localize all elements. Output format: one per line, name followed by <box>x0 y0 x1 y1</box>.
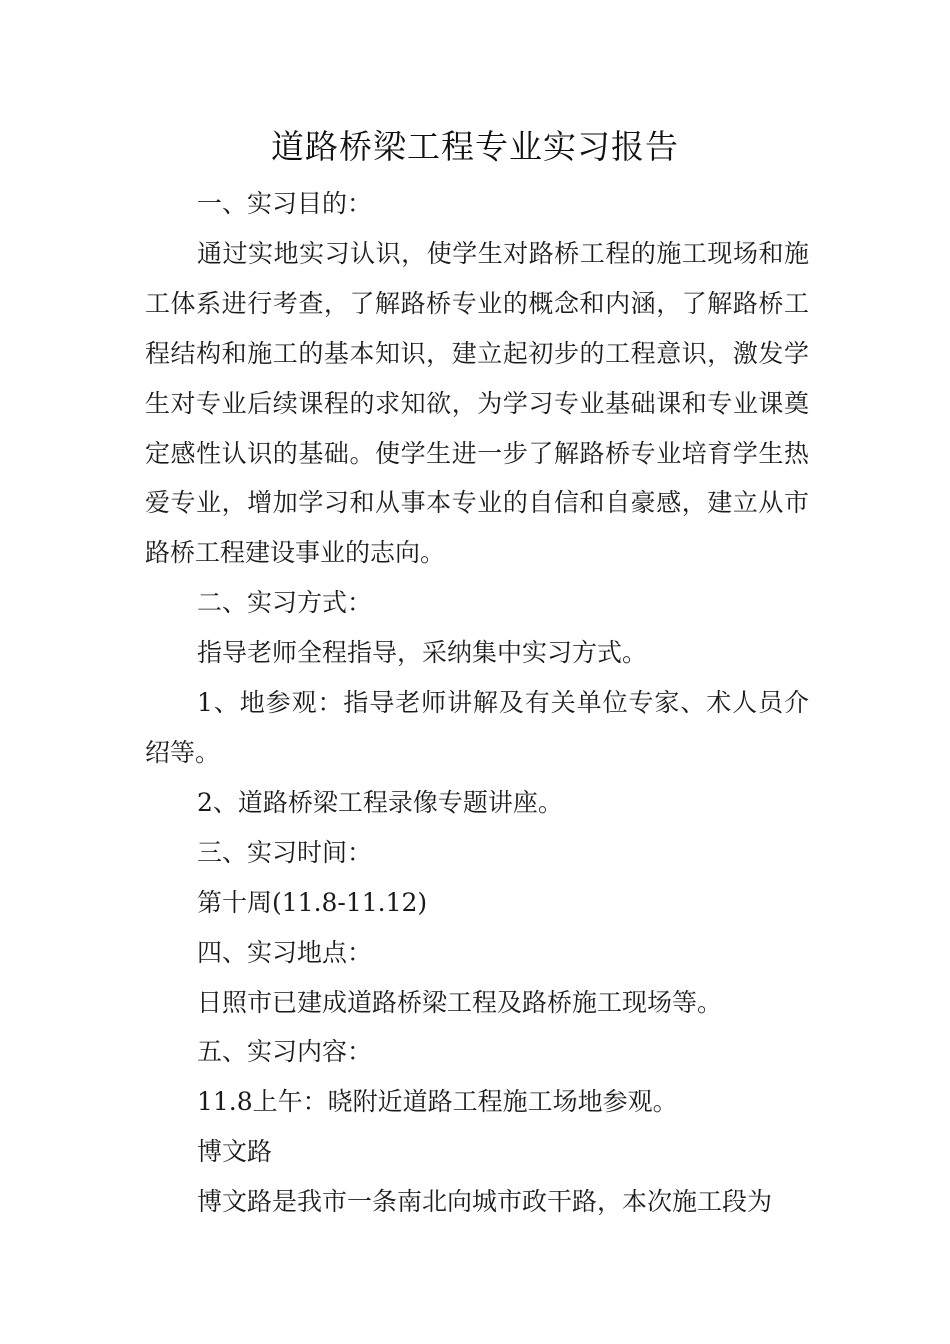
document-title: 道路桥梁工程专业实习报告 <box>271 127 679 166</box>
section-heading-purpose: 一、实习目的： <box>197 189 373 218</box>
method-item-1: 1、地参观：指导老师讲解及有关单位专家、术人员介绍等。 <box>145 688 809 767</box>
paragraph-method: 指导老师全程指导，采纳集中实习方式。 <box>197 638 648 668</box>
section-heading-content: 五、实习内容： <box>197 1037 373 1067</box>
paragraph-time: 第十周(11.8-11.12) <box>197 887 428 917</box>
paragraph-purpose: 通过实地实习认识，使学生对路桥工程的施工现场和施工体系进行考查，了解路桥专业的概念和内涵，了解路桥工程结构和施工的基本知识，建立起初步的工程意识，激发学生对专业后续课程的求知欲，为学习专业基础课和专业课奠定感性认识的基础。使学生进一步了解路桥专业培育学生热爱专业，增加学习和从事本专业的自信和自豪感，建立从市路桥工程建设事业的志向。 <box>145 238 809 568</box>
paragraph-bowen-road: 博文路是我市一条南北向城市政干路，本次施工段为 <box>197 1187 773 1217</box>
section-heading-method: 二、实习方式： <box>197 588 373 618</box>
section-heading-location: 四、实习地点： <box>197 937 373 967</box>
section-heading-time: 三、实习时间： <box>197 837 373 867</box>
paragraph-schedule: 11.8上午：晓附近道路工程施工场地参观。 <box>197 1087 678 1117</box>
document-body <box>145 179 809 1227</box>
method-item-2: 2、道路桥梁工程录像专题讲座。 <box>197 787 563 817</box>
subheading-bowen-road: 博文路 <box>197 1137 273 1167</box>
paragraph-location: 日照市已建成道路桥梁工程及路桥施工现场等。 <box>197 987 723 1017</box>
